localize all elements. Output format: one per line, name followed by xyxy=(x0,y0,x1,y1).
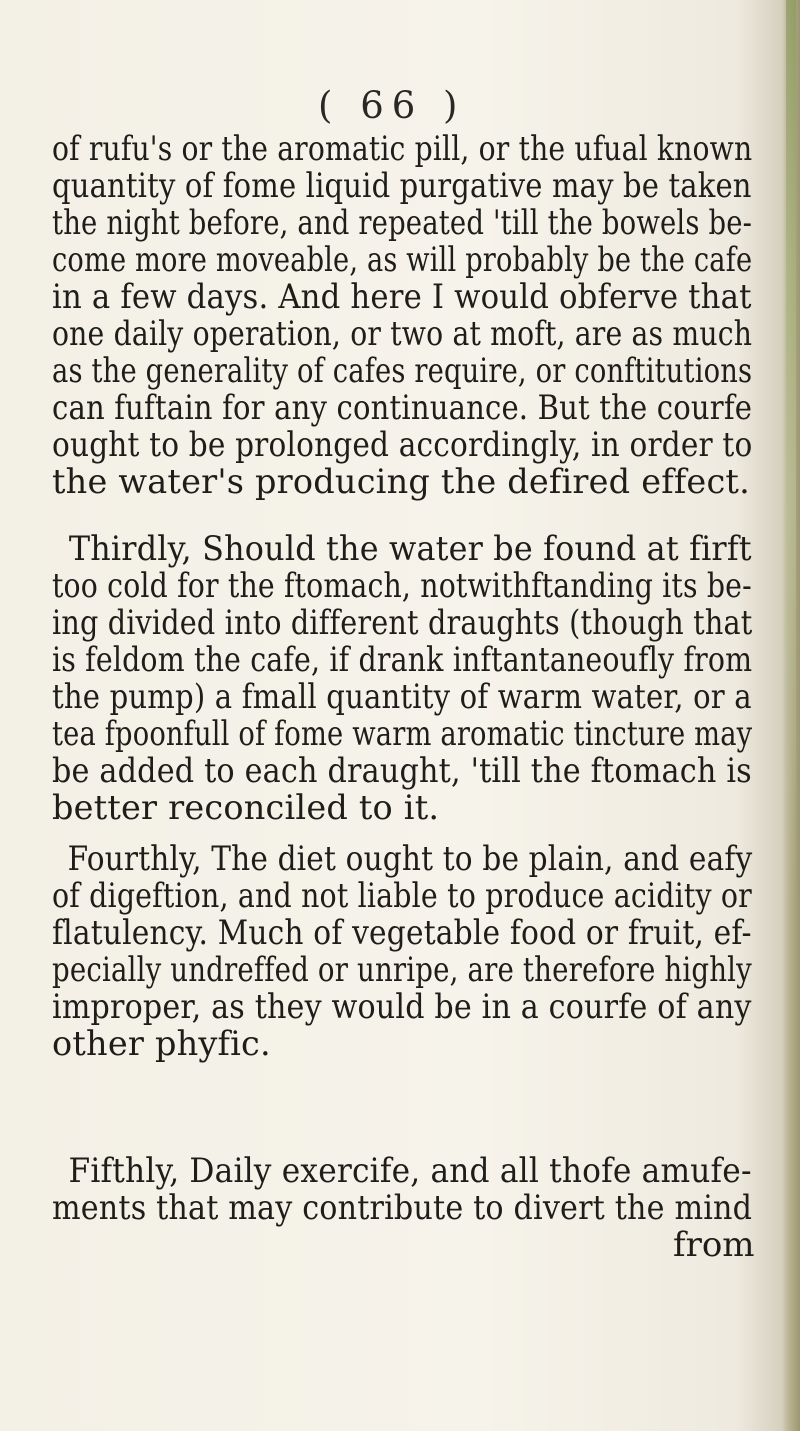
text-line: improper, as they would be in a courfe of any xyxy=(52,987,752,1027)
paragraph-4 xyxy=(52,1153,762,1227)
page-edge-stain xyxy=(786,0,796,900)
text-line: ought to be prolonged accordingly, in order to xyxy=(52,425,753,465)
text-line: as the generality of cafes require, or conftitutions xyxy=(52,351,753,391)
text-line: Fourthly, The diet ought to be plain, and eafy xyxy=(67,839,753,879)
paragraph-1 xyxy=(52,131,762,501)
text-line: the water's producing the defired effect. xyxy=(52,462,750,502)
page-number: ( 66 ) xyxy=(318,84,466,127)
paragraph-3 xyxy=(52,841,762,1063)
text-line: the pump) a fmall quantity of warm water, or a xyxy=(52,677,752,717)
text-line: quantity of fome liquid purgative may be taken xyxy=(52,166,752,206)
paragraph-2 xyxy=(52,531,762,827)
catchword: from xyxy=(673,1225,755,1265)
text-line: flatulency. Much of vegetable food or fruit, ef- xyxy=(52,913,752,953)
text-line: of digeftion, and not liable to produce acidity or xyxy=(52,876,752,916)
text-line: one daily operation, or two at moft, are as much xyxy=(52,314,753,354)
text-line: Thirdly, Should the water be found at firft xyxy=(68,529,752,569)
text-line: is feldom the cafe, if drank inftantaneoufly from xyxy=(52,640,753,680)
text-line: can fuftain for any continuance. But the courfe xyxy=(52,388,753,428)
text-line: ments that may contribute to divert the mind xyxy=(52,1188,753,1228)
text-line: in a few days. And here I would obferve that xyxy=(52,277,752,317)
text-line: be added to each draught, 'till the ftomach is xyxy=(52,751,752,791)
text-line: tea fpoonfull of fome warm aromatic tincture may xyxy=(52,714,753,754)
text-line: come more moveable, as will probably be the cafe xyxy=(52,240,753,280)
text-line: better reconciled to it. xyxy=(52,788,440,828)
text-line: ing divided into different draughts (though that xyxy=(52,603,753,643)
text-line: of rufu's or the aromatic pill, or the ufual known xyxy=(52,129,753,169)
text-line: Fifthly, Daily exercife, and all thofe amufe- xyxy=(68,1151,752,1191)
text-line: the night before, and repeated 'till the bowels be- xyxy=(52,203,753,243)
text-line: other phyfic. xyxy=(52,1024,271,1064)
text-line: too cold for the ftomach, notwithftanding its be- xyxy=(52,566,752,606)
text-line: pecially undreffed or unripe, are therefore highly xyxy=(52,950,752,990)
